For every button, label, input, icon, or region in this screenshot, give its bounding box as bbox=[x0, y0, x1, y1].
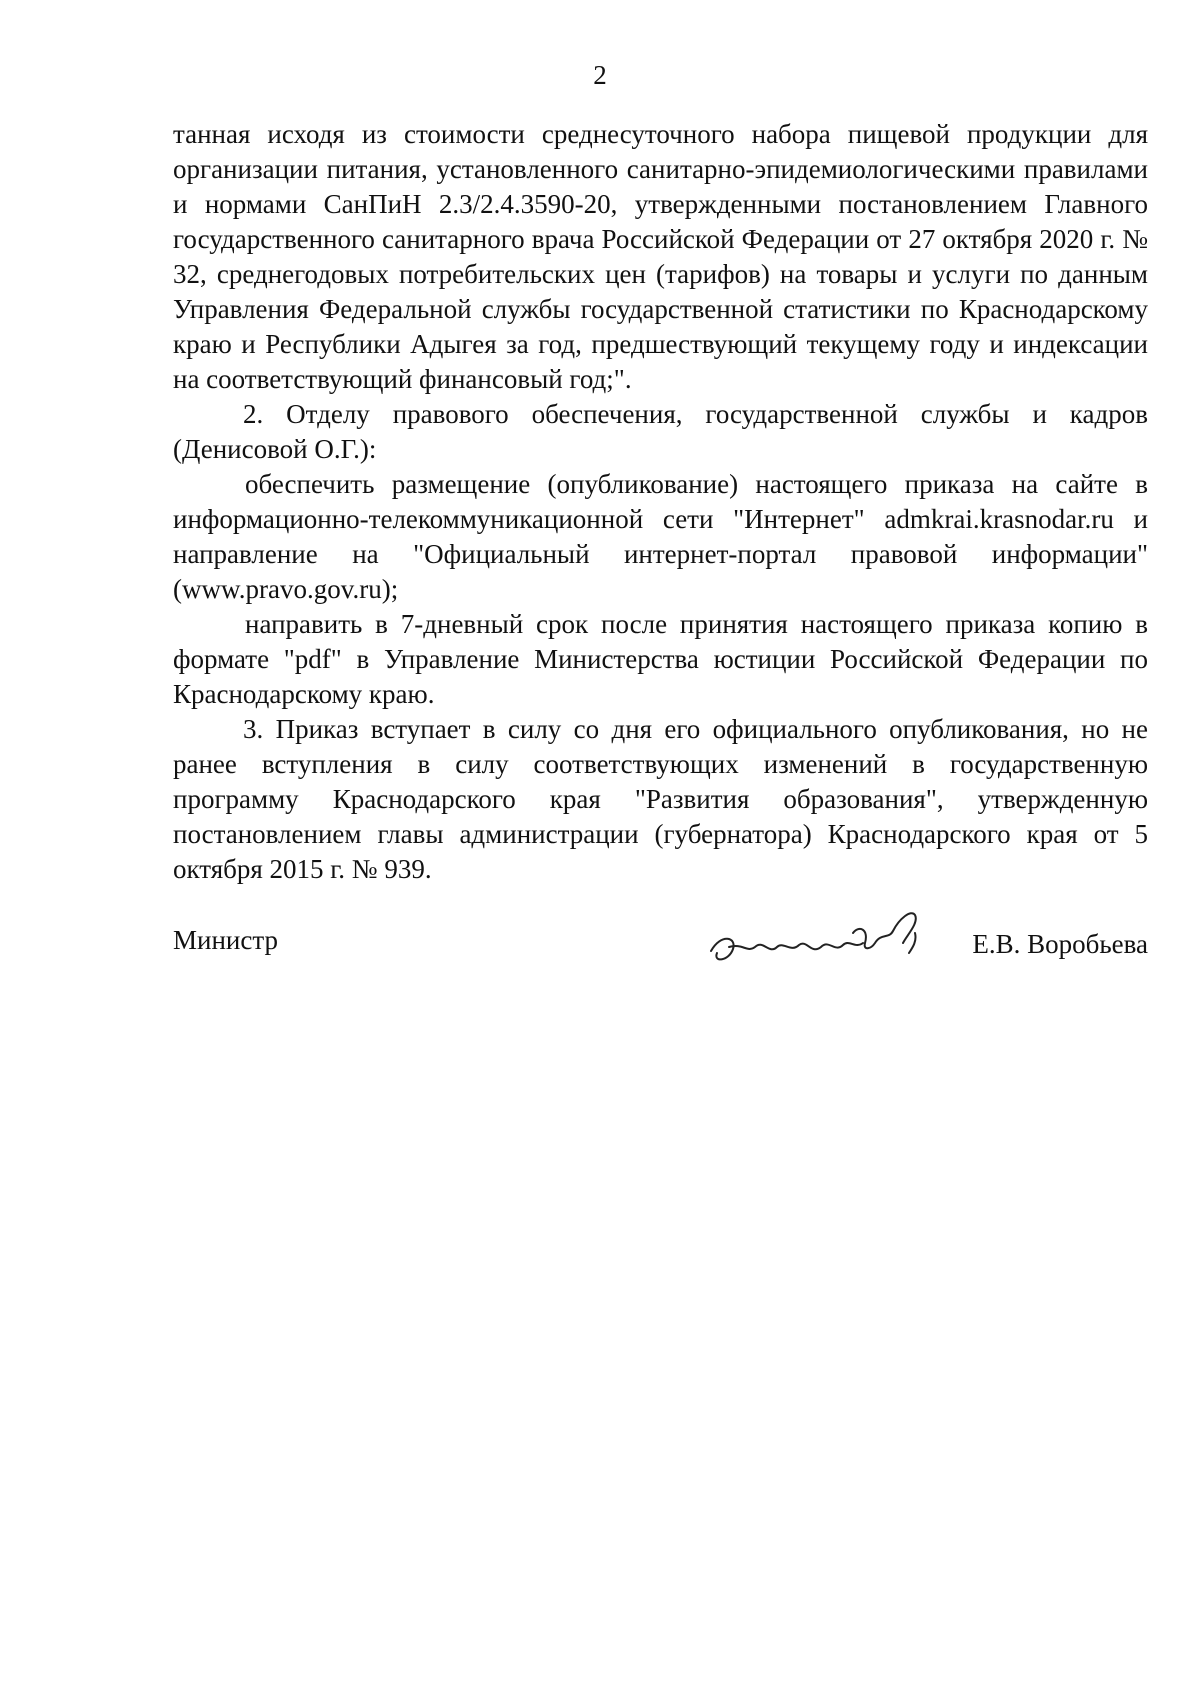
handwritten-signature bbox=[703, 903, 963, 983]
signer-position: Министр bbox=[173, 925, 278, 955]
paragraph-continuation: танная исходя из стоимости среднесуточного набора пищевой продукции для организации питания, установленного санитарно-эпидемиологическими правилами и нормами СанПиН 2.3/2.4.3590-20, утвержденными постановлением Главного государственного санитарного врача Российской Федерации от 27 октября 2020 г. № 32, среднегодовых потребительских цен (тарифов) на товары и услуги по данным Управления Федеральной службы государственной статистики по Краснодарскому краю и Республики Адыгея за год, предшествующий текущему году и индексации на соответствующий финансовый год;". bbox=[173, 119, 1148, 394]
signer-name: Е.В. Воробьева bbox=[972, 929, 1148, 959]
page-number: 2 bbox=[593, 60, 607, 90]
document-body bbox=[173, 117, 1148, 887]
paragraph-item-3: 3. Приказ вступает в силу со дня его официального опубликования, но не ранее вступления в силу соответствующих изменений в государственную программу Краснодарского края "Развития образования", утвержденную постановлением главы администрации (губернатора) Краснодарского края от 5 октября 2015 г. № 939. bbox=[173, 714, 1148, 884]
signature-block bbox=[173, 925, 1148, 985]
paragraph-item-2: 2. Отделу правового обеспечения, государственной службы и кадров (Денисовой О.Г.): bbox=[173, 399, 1148, 464]
paragraph-send-copy: направить в 7-дневный срок после принятия настоящего приказа копию в формате "pdf" в Управление Министерства юстиции Российской Федерации по Краснодарскому краю. bbox=[173, 609, 1148, 709]
paragraph-publication: обеспечить размещение (опубликование) настоящего приказа на сайте в информационно-телекоммуникационной сети "Интернет" admkrai.krasnodar.ru и направление на "Официальный интернет-портал правовой информации" (www.pravo.gov.ru); bbox=[173, 469, 1148, 604]
